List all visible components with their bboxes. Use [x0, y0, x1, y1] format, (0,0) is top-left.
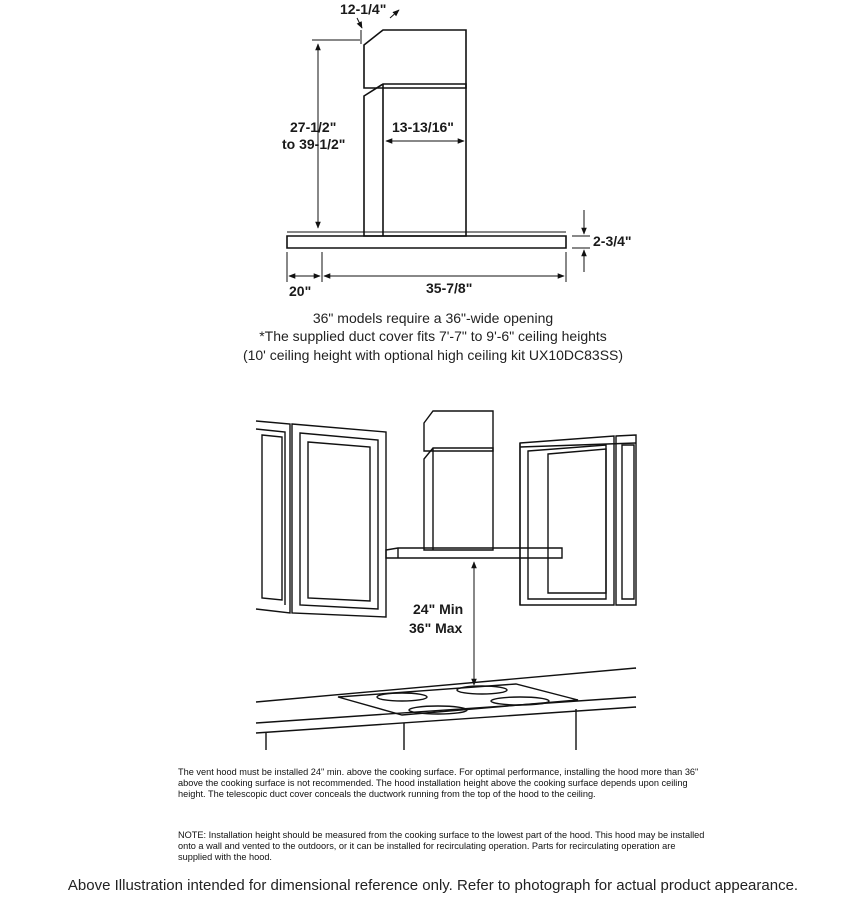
max-height-label: 36" Max — [409, 620, 463, 636]
opening-note: 36" models require a 36"-wide opening — [312, 310, 554, 326]
duct-height-max-label: to 39-1/2" — [282, 136, 346, 152]
duct-height-min-label: 27-1/2" — [290, 119, 337, 135]
left-cabinets — [256, 421, 386, 617]
footer-disclaimer: Above Illustration intended for dimensional reference only. Refer to photograph for actual product appearance. — [67, 877, 799, 894]
duct-depth-label: 12-1/4" — [340, 1, 387, 17]
min-height-label: 24" Min — [413, 601, 464, 617]
installation-note-paragraph: NOTE: Installation height should be measured from the cooking surface to the lowest part of the hood. This hood may be installed onto a wall and vented to the outdoors, or it can be installed for recirculating operation. Parts for recirculating operation are supplied with the hood. — [178, 830, 705, 862]
dimension-drawing — [0, 0, 866, 310]
canopy-depth-label: 20" — [289, 283, 312, 299]
high-ceiling-kit-note: (10' ceiling height with optional high ceiling kit UX10DC83SS) — [242, 347, 624, 363]
canopy-shape — [287, 236, 566, 248]
lower-duct-shape — [364, 84, 466, 236]
countertop-illustration — [256, 668, 636, 750]
canopy-width-label: 35-7/8" — [426, 280, 473, 296]
upper-duct-shape — [364, 30, 466, 88]
installation-drawing — [0, 395, 866, 765]
hood-illustration — [386, 411, 562, 558]
duct-width-label: 13-13/16" — [392, 119, 454, 135]
installation-paragraph: The vent hood must be installed 24" min. above the cooking surface. For optimal performance, installing the hood more than 36" above the cooking surface is not recommended. The hood installation height above the cooking surface depends upon ceiling height. The telescopic duct cover conceals the ductwork running from the top of the hood to the ceiling. — [178, 767, 699, 799]
right-cabinets — [520, 435, 636, 605]
canopy-thickness-label: 2-3/4" — [593, 233, 632, 249]
ceiling-height-note: *The supplied duct cover fits 7'-7" to 9'-6" ceiling heights — [259, 328, 607, 344]
